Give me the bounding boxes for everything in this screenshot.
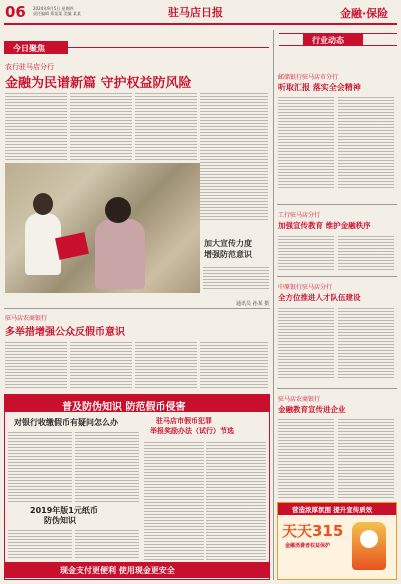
lead-headline: 金融为民谱新篇 守护权益防风险 [5, 76, 192, 91]
lead-body-col4 [200, 92, 268, 220]
ad-banner: 营造浓厚氛围 提升宣传质效 [292, 506, 373, 514]
qa-col2 [75, 432, 139, 502]
story4-kicker: 驻马店农商银行 [278, 396, 321, 403]
section-title: 金融·保险 [340, 7, 389, 20]
note-col2 [75, 528, 139, 558]
story4-title: 金融教育宣传进企业 [278, 405, 346, 414]
photo-caption-text [203, 265, 269, 289]
lead-body-col3 [135, 92, 197, 160]
photo-leaflet [55, 232, 89, 260]
lead-body-col2 [70, 92, 132, 160]
issue-info [33, 6, 81, 16]
masthead-rule [4, 23, 397, 25]
paper-name: 驻马店日报 [168, 6, 223, 19]
story3-col1 [278, 306, 334, 378]
left-banner-rule [68, 47, 269, 48]
reward-title-2: 举报奖励办法（试行）节选 [150, 427, 234, 435]
issue-editors: 责任编辑 郑某某 美编 某某 [33, 11, 81, 16]
story2-kicker: 工行驻马店分行 [278, 212, 321, 219]
story3-title: 全方位推进人才队伍建设 [278, 293, 361, 302]
left-banner: 今日聚焦 [13, 44, 45, 53]
story2-title: 加强宣传教育 维护金融秩序 [278, 221, 371, 230]
column-divider [273, 30, 274, 580]
note-col1 [8, 528, 72, 558]
photo-caption-2: 增强防范意识 [204, 250, 252, 259]
story2-rule [277, 204, 397, 205]
mid-body-col2 [70, 340, 132, 388]
mid-rule [4, 308, 270, 309]
lead-photo [5, 163, 200, 293]
photo-head-left [33, 193, 53, 215]
ad-mascot-face [360, 530, 378, 548]
story2-col2 [338, 234, 394, 270]
right-banner: 行业动态 [312, 36, 344, 45]
photo-caption-1: 加大宣传力度 [204, 239, 252, 248]
photo-head-right [105, 197, 131, 223]
mid-kicker: 驻马店农商银行 [5, 315, 48, 322]
note-title-2: 防伪知识 [44, 516, 76, 525]
qa-title: 对银行收缴假币有疑问怎么办 [14, 418, 118, 427]
story1-col1 [278, 96, 334, 188]
photo-person-right [95, 219, 145, 289]
ad-subtitle: 金融消费者权益保护 [285, 543, 331, 549]
story3-kicker: 中原银行驻马店分行 [278, 284, 333, 291]
mid-body-col1 [5, 340, 67, 388]
story4-rule [277, 388, 397, 389]
issue-date: 2024年9月5日 星期四 [33, 6, 74, 11]
footer-slogan: 现金支付更便利 使用现金更安全 [60, 566, 175, 575]
story3-col2 [338, 306, 394, 378]
story1-kicker: 邮储银行驻马店市分行 [278, 74, 339, 81]
story1-col2 [338, 96, 394, 188]
story4-col2 [338, 418, 394, 498]
special-banner: 普及防伪知识 防范假币侵害 [62, 402, 186, 413]
mid-body-col4 [200, 340, 268, 388]
photo-credit: 通讯员 孙某 摄 [236, 301, 270, 307]
story4-col1 [278, 418, 334, 498]
reward-title-1: 驻马店市假币犯罪 [156, 417, 212, 425]
ad-brand: 天天315 [282, 522, 344, 540]
story3-rule [277, 276, 397, 277]
mid-headline: 多举措增强公众反假币意识 [5, 327, 125, 338]
reward-col1 [144, 440, 204, 560]
story2-col1 [278, 234, 334, 270]
lead-body-col1 [5, 92, 67, 160]
lead-kicker: 农行驻马店分行 [5, 63, 54, 71]
story1-title: 听取汇报 落实全会精神 [278, 83, 361, 92]
reward-col2 [206, 440, 266, 560]
qa-col1 [8, 432, 72, 502]
note-title-1: 2019年版1元纸币 [30, 506, 98, 515]
mid-body-col3 [135, 340, 197, 388]
page-number: 06 [5, 3, 26, 21]
